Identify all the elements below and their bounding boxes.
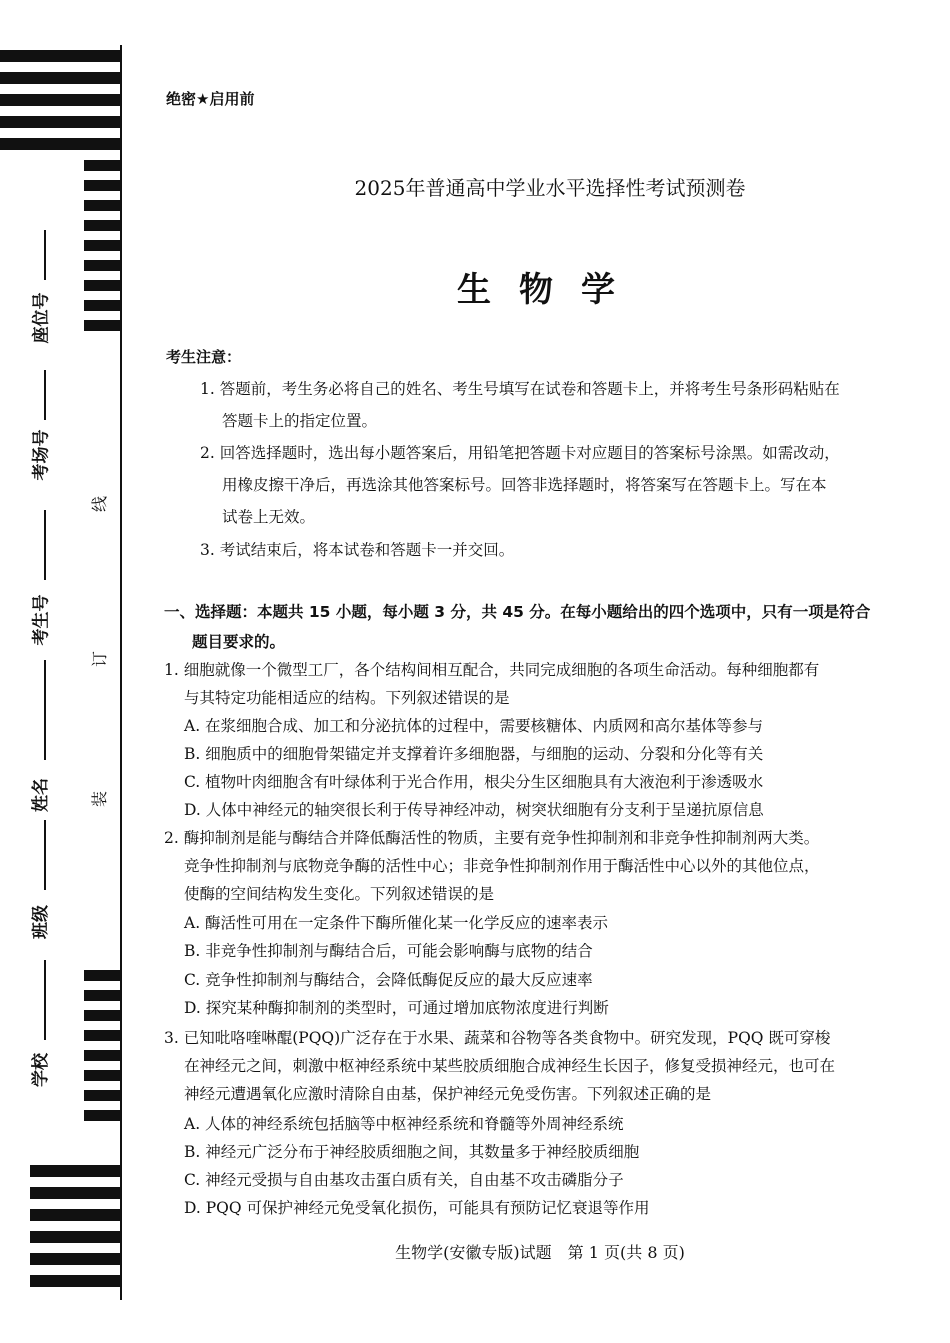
page-footer: 生物学(安徽专版)试题 第 1 页(共 8 页) [395,1243,685,1262]
subject-title: 生物学 [457,270,643,310]
option-d[interactable]: D. 人体中神经元的轴突很长利于传导神经冲动，树突状细胞有分支利于呈递抗原信息 [184,801,764,819]
notice-item: 3. 考试结束后，将本试卷和答题卡一并交回。 [200,541,515,559]
option-a[interactable]: A. 人体的神经系统包括脑等中枢神经系统和脊髓等外周神经系统 [184,1115,624,1133]
option-c[interactable]: C. 植物叶肉细胞含有叶绿体利于光合作用，根尖分生区细胞具有大液泡利于渗透吸水 [184,773,764,791]
stripe [0,138,120,150]
stripe [84,1090,120,1101]
binding-line [120,45,122,1300]
school-line[interactable] [44,960,46,1040]
stripe [30,1187,120,1199]
stripe [84,220,120,231]
option-d[interactable]: D. PQQ 可保护神经元免受氧化损伤，可能具有预防记忆衰退等作用 [184,1199,650,1217]
stripe [84,1030,120,1041]
option-b[interactable]: B. 细胞质中的细胞骨架锚定并支撑着许多细胞器，与细胞的运动、分裂和分化等有关 [184,745,764,763]
stripe [30,1275,120,1287]
class-label: 班级 [31,905,51,939]
stripe [84,200,120,211]
notice-item: 1. 答题前，考生务必将自己的姓名、考生号填写在试卷和答题卡上，并将考生号条形码粘贴在 [200,380,840,398]
question-stem: 3. 已知吡咯喹啉醌(PQQ)广泛存在于水果、蔬菜和谷物等各类食物中。研究发现，PQQ 既可穿梭 [164,1029,831,1047]
exam-room-label: 考场号 [31,429,52,481]
stripe [84,320,120,331]
binding-mark-staple: 订 [90,650,110,668]
stripe [84,160,120,171]
notice-heading: 考生注意： [166,348,242,366]
confidential-mark: 绝密★启用前 [166,90,255,108]
stripe [30,1209,120,1221]
option-b[interactable]: B. 神经元广泛分布于神经胶质细胞之间，其数量多于神经胶质细胞 [184,1143,640,1161]
question-stem: 神经元遭遇氧化应激时清除自由基，保护神经元免受伤害。下列叙述正确的是 [184,1085,712,1103]
exam-room-line[interactable] [44,370,46,420]
stripe [84,970,120,981]
class-line[interactable] [44,820,46,890]
option-c[interactable]: C. 神经元受损与自由基攻击蛋白质有关，自由基不攻击磷脂分子 [184,1171,624,1189]
option-c[interactable]: C. 竞争性抑制剂与酶结合，会降低酶促反应的最大反应速率 [184,971,593,989]
notice-item: 用橡皮擦干净后，再选涂其他答案标号。回答非选择题时，将答案写在答题卡上。写在本 [222,476,827,494]
stripe [0,72,120,84]
candidate-number-line[interactable] [44,510,46,580]
seat-number-label: 座位号 [31,292,52,344]
question-stem: 在神经元之间，刺激中枢神经系统中某些胶质细胞合成神经生长因子，修复受损神经元，也可在 [184,1057,836,1075]
stripe [84,1110,120,1121]
stripe [84,1010,120,1021]
name-label: 姓名 [31,778,51,812]
question-stem: 竞争性抑制剂与底物竞争酶的活性中心；非竞争性抑制剂作用于酶活性中心以外的其他位点， [184,857,820,875]
section-heading-cont: 题目要求的。 [192,633,286,651]
candidate-number-label: 考生号 [31,594,52,646]
section-heading: 一、选择题：本题共 15 小题，每小题 3 分，共 45 分。在每小题给出的四个选项中，只有一项是符合 [164,603,871,621]
option-d[interactable]: D. 探究某种酶抑制剂的类型时，可通过增加底物浓度进行判断 [184,999,609,1017]
question-stem: 1. 细胞就像一个微型工厂，各个结构间相互配合，共同完成细胞的各项生命活动。每种细胞都有 [164,661,820,679]
stripe [30,1165,120,1177]
question-stem: 与其特定功能相适应的结构。下列叙述错误的是 [184,689,510,707]
binding-mark-line: 线 [90,495,110,513]
stripe [84,240,120,251]
stripe [0,50,120,62]
question-stem: 2. 酶抑制剂是能与酶结合并降低酶活性的物质，主要有竞争性抑制剂和非竞争性抑制剂两大类。 [164,829,820,847]
stripe [84,990,120,1001]
binding-mark-bind: 装 [90,790,110,808]
notice-item: 2. 回答选择题时，选出每小题答案后，用铅笔把答题卡对应题目的答案标号涂黑。如需改动， [200,444,840,462]
name-line[interactable] [44,660,46,760]
question-stem: 使酶的空间结构发生变化。下列叙述错误的是 [184,885,495,903]
stripe [0,116,120,128]
option-a[interactable]: A. 酶活性可用在一定条件下酶所催化某一化学反应的速率表示 [184,914,609,932]
stripe [84,1070,120,1081]
school-label: 学校 [31,1053,51,1087]
stripe [84,1050,120,1061]
notice-item: 试卷上无效。 [222,508,316,526]
stripe [0,94,120,106]
exam-title: 2025年普通高中学业水平选择性考试预测卷 [354,176,746,200]
notice-item: 答题卡上的指定位置。 [222,412,378,430]
option-a[interactable]: A. 在浆细胞合成、加工和分泌抗体的过程中，需要核糖体、内质网和高尔基体等参与 [184,717,764,735]
option-b[interactable]: B. 非竞争性抑制剂与酶结合后，可能会影响酶与底物的结合 [184,942,593,960]
